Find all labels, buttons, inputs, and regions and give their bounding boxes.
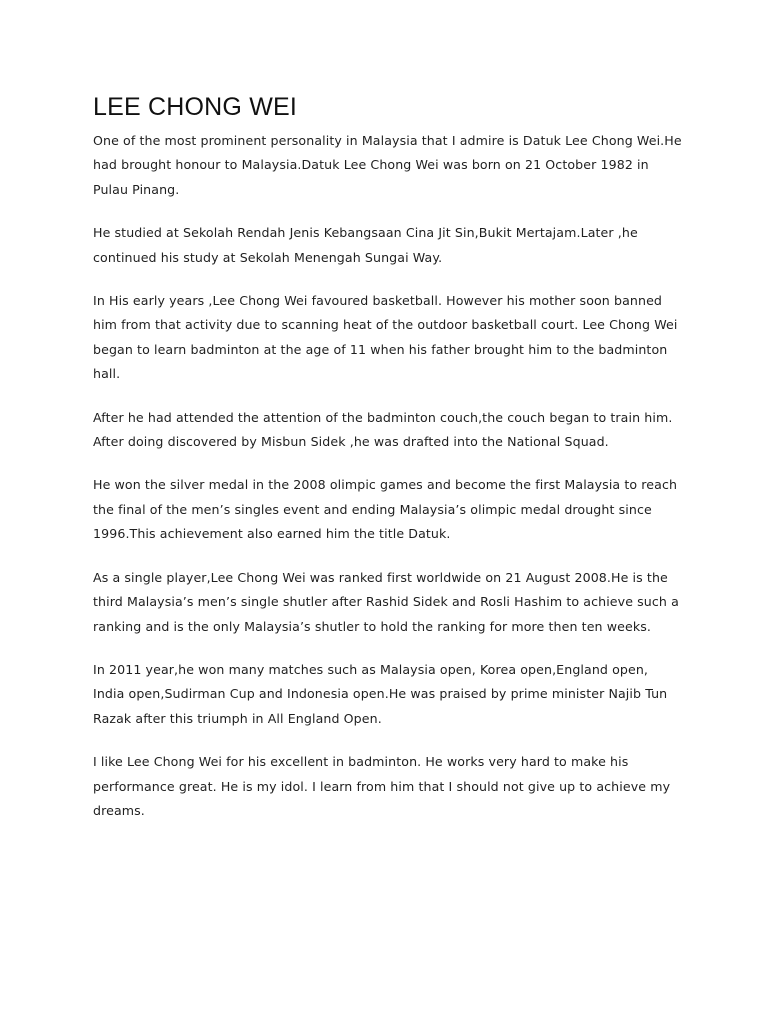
paragraph-2011-matches: In 2011 year,he won many matches such as Malaysia open, Korea open,England open, India open,Sudirman Cup and Indonesia open.He was praised by prime minister Najib Tun Razak after this triumph in All England Open. <box>93 661 668 726</box>
document-title: LEE CHONG WEI <box>93 93 298 121</box>
paragraph-early-years: In His early years ,Lee Chong Wei favoured basketball. However his mother soon banned him from that activity due to scanning heat of the outdoor basketball court. Lee Chong Wei began to learn badminton at the age of 11 when his father brought him to the badminton hall. <box>93 293 678 382</box>
paragraph-conclusion: I like Lee Chong Wei for his excellent in badminton. He works very hard to make his performance great. He is my idol. I learn from him that I should not give up to achieve my dreams. <box>93 754 671 818</box>
paragraph-national-squad: After he had attended the attention of the badminton couch,the couch began to train him. After doing discovered by Misbun Sidek ,he was drafted into the National Squad. <box>93 409 673 450</box>
paragraph-intro: One of the most prominent personality in Malaysia that I admire is Datuk Lee Chong Wei.He had brought honour to Malaysia.Datuk Lee Chong Wei was born on 21 October 1982 in Pulau Pinang. <box>93 133 682 197</box>
paragraph-education: He studied at Sekolah Rendah Jenis Kebangsaan Cina Jit Sin,Bukit Mertajam.Later ,he continued his study at Sekolah Menengah Sungai Way. <box>93 225 638 265</box>
paragraph-world-ranking: As a single player,Lee Chong Wei was ranked first worldwide on 21 August 2008.He is the third Malaysia’s men’s single shutler after Rashid Sidek and Rosli Hashim to achieve such a ranking and is the only Malaysia’s shutler to hold the ranking for more then ten weeks. <box>93 569 679 634</box>
document-page <box>93 89 683 842</box>
paragraph-olympic-medal: He won the silver medal in the 2008 olimpic games and become the first Malaysia to reach the final of the men’s singles event and ending Malaysia’s olimpic medal drought since 1996.This achievement also earned him the title Datuk. <box>93 477 678 542</box>
